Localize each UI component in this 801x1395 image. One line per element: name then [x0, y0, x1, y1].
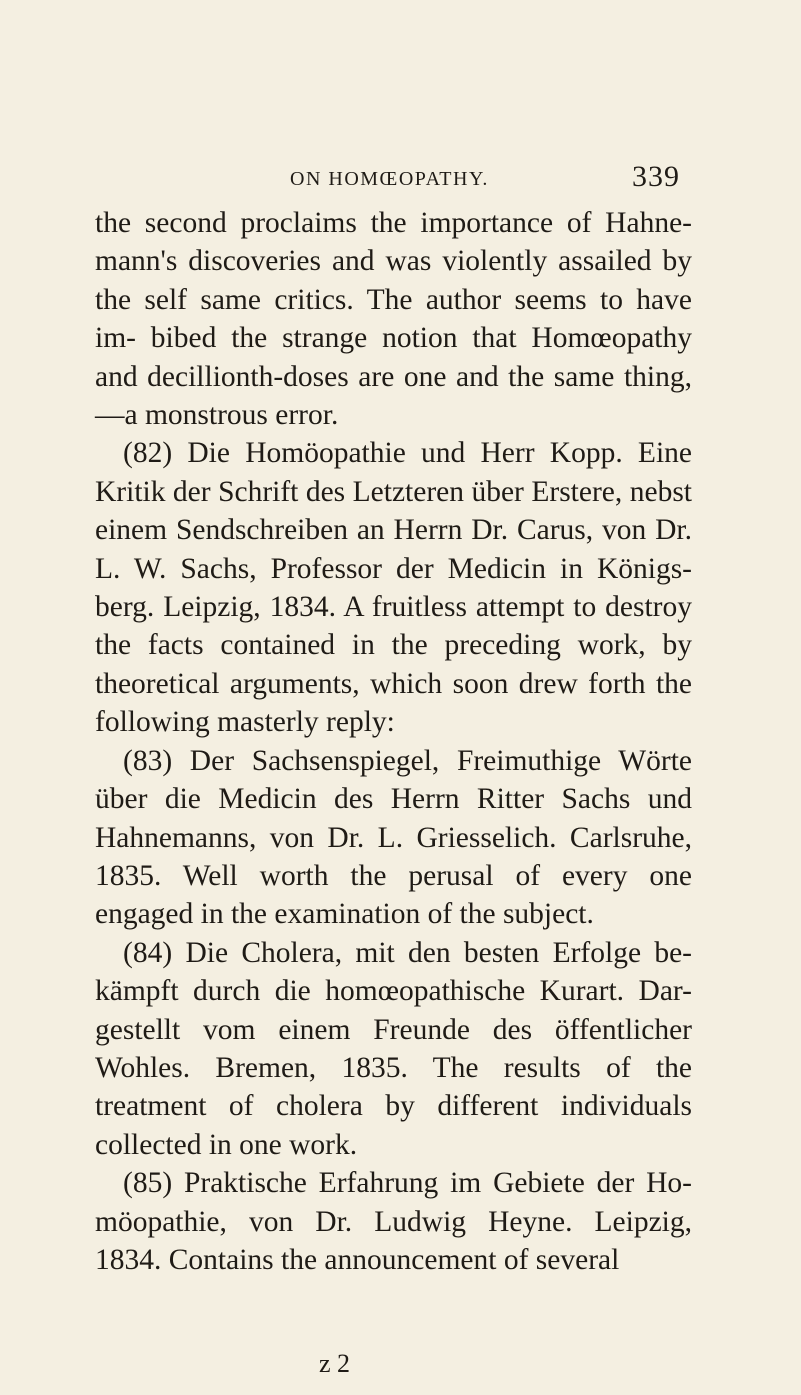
- page-number: 339: [632, 160, 680, 193]
- signature-mark: [0, 1349, 801, 1379]
- paragraph-entry-83: (83) Der Sachsenspiegel, Freimuthige Wörte über die Medicin des Herrn Ritter Sachs und Hahnemanns, von Dr. L. Griesselich. Carlsruhe, 1835. Well worth the perusal of every one engaged in the examination of the subject.: [95, 744, 692, 931]
- paragraph-continuation: the second proclaims the importance of Hahne- mann's discoveries and was violently assailed by the self same critics. The author seems to have im- bibed the strange notion that Homœopathy and decillionth-doses are one and the same thing,—a monstrous error.: [95, 207, 692, 432]
- running-head: ON HOMŒOPATHY.: [290, 168, 489, 190]
- paragraph-entry-82: (82) Die Homöopathie und Herr Kopp. Eine Kritik der Schrift des Letzteren über Erstere, nebst einem Sendschreiben an Herrn Dr. Carus, von Dr. L. W. Sachs, Professor der Medicin in Königs- berg. Leipzig, 1834. A fruitless attempt to destroy the facts contained in the preceding work, by theoretical arguments, which soon drew forth the following masterly reply:: [95, 437, 692, 739]
- page-header: [290, 160, 680, 200]
- signature-text: z 2: [318, 1349, 351, 1378]
- paragraph-entry-85: (85) Praktische Erfahrung im Gebiete der Ho- möopathie, von Dr. Ludwig Heyne. Leipzig, 1834. Contains the announcement of several: [95, 1167, 692, 1276]
- paragraph-entry-84: (84) Die Cholera, mit den besten Erfolge be- kämpft durch die homœopathische Kurart. Dar- gestellt vom einem Freunde des öffentlicher Wohles. Bremen, 1835. The results of the treatment of cholera by different individuals collected in one work.: [95, 936, 692, 1161]
- body-text: [95, 204, 692, 1279]
